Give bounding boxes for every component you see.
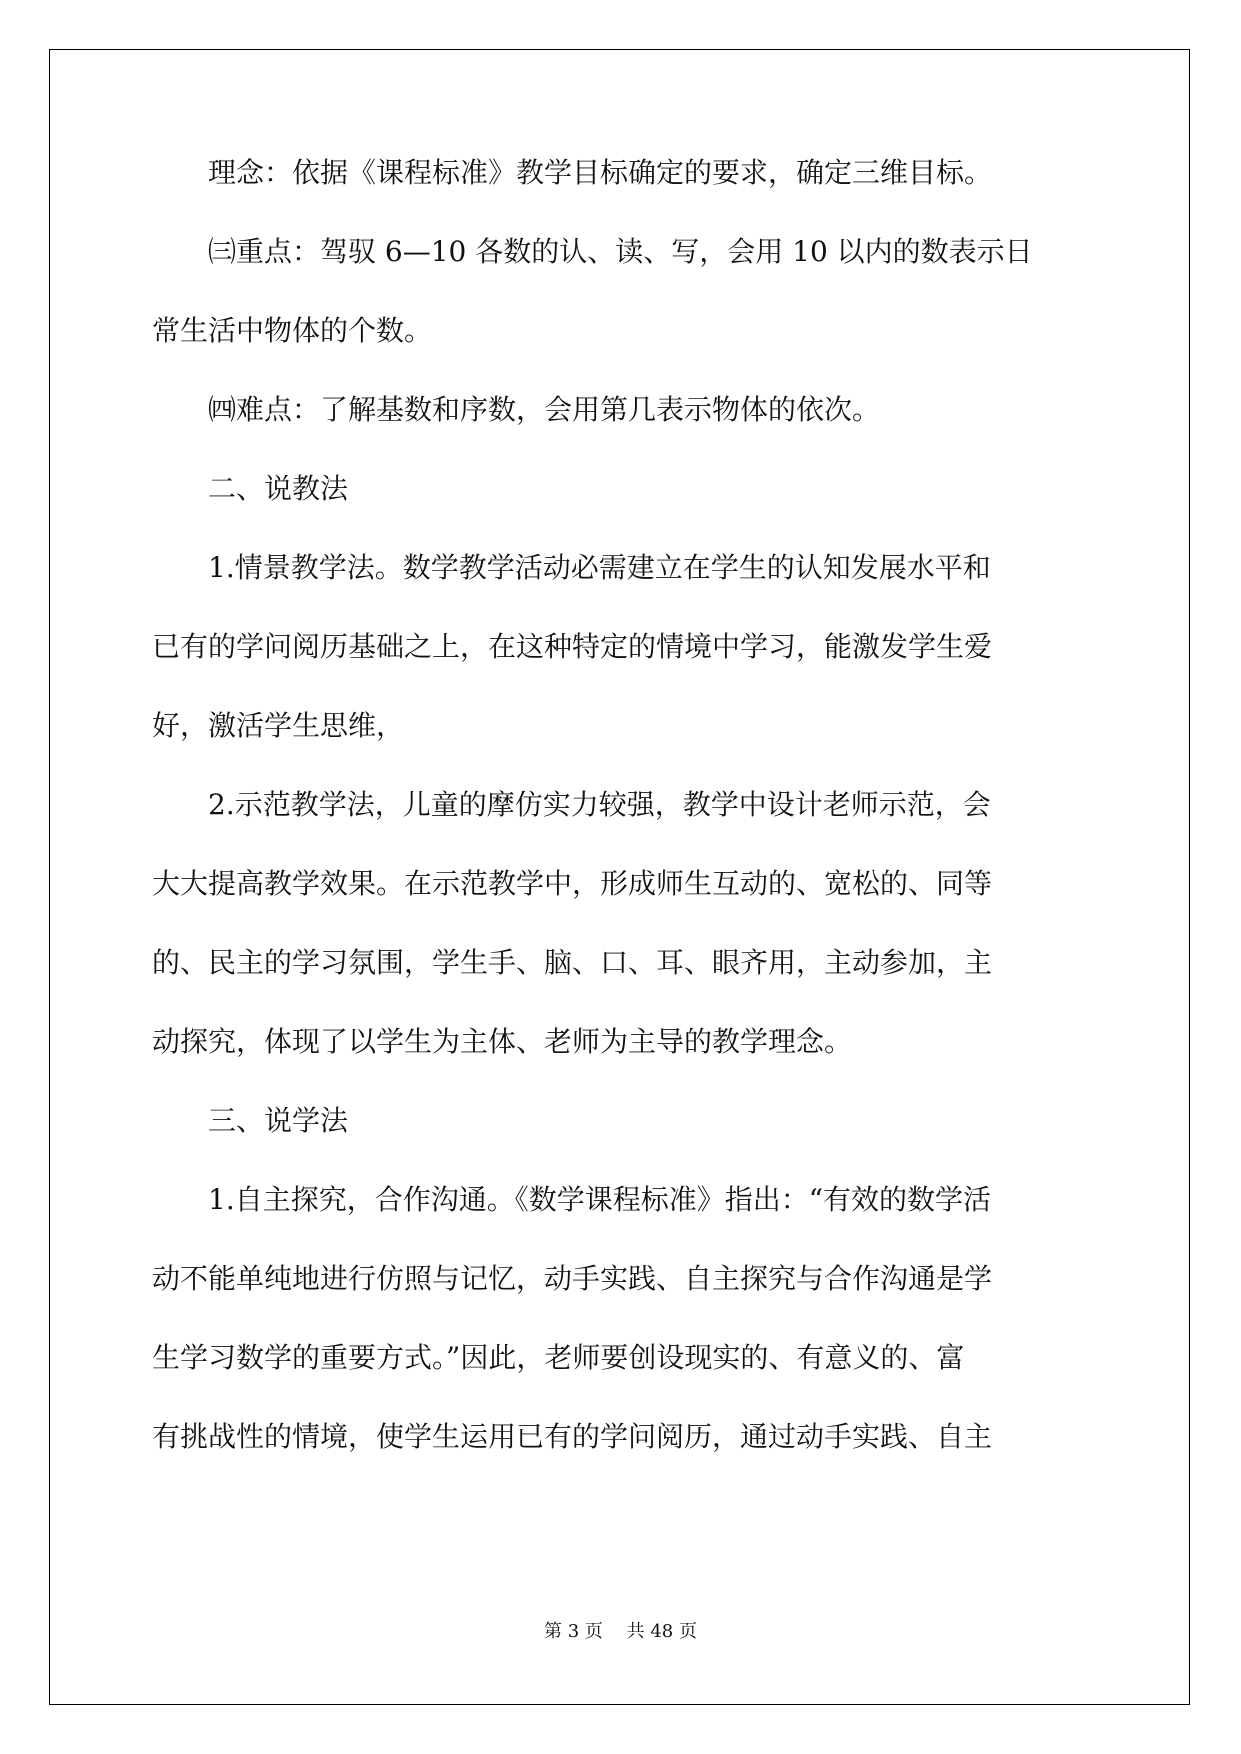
section-heading-learning-method: 三、说学法 (152, 1104, 349, 1137)
text-line-3: 常生活中物体的个数。 (152, 314, 433, 347)
text-line-8: 好，激活学生思维， (152, 709, 405, 742)
text-line-9: 2.示范教学法，儿童的摩仿实力较强，教学中设计老师示范，会 (152, 788, 991, 821)
section-heading-teaching-method: 二、说教法 (152, 472, 349, 505)
text-line-1: 理念：依据《课程标准》教学目标确定的要求，确定三维目标。 (152, 156, 993, 189)
text-line-14: 1.自主探究，合作沟通。《数学课程标准》指出：“有效的数学活 (152, 1183, 992, 1216)
text-line-6: 1.情景教学法。数学教学活动必需建立在学生的认知发展水平和 (152, 551, 991, 584)
page-number: 第 3 页 共 48 页 (544, 1621, 697, 1642)
text-line-16: 生学习数学的重要方式。”因此，老师要创设现实的、有意义的、富 (152, 1341, 965, 1374)
text-line-4: ㈣难点：了解基数和序数，会用第几表示物体的依次。 (152, 393, 881, 426)
text-line-11: 的、民主的学习氛围，学生手、脑、口、耳、眼齐用，主动参加，主 (152, 946, 993, 979)
text-line-10: 大大提高教学效果。在示范教学中，形成师生互动的、宽松的、同等 (152, 867, 993, 900)
text-line-17: 有挑战性的情境，使学生运用已有的学问阅历，通过动手实践、自主 (152, 1420, 993, 1453)
text-line-2: ㈢重点：驾驭 6—10 各数的认、读、写，会用 10 以内的数表示日 (152, 235, 1033, 268)
text-line-7: 已有的学问阅历基础之上，在这种特定的情境中学习，能激发学生爱 (152, 630, 993, 663)
text-line-15: 动不能单纯地进行仿照与记忆，动手实践、自主探究与合作沟通是学 (152, 1262, 993, 1295)
text-line-12: 动探究，体现了以学生为主体、老师为主导的教学理念。 (152, 1025, 853, 1058)
